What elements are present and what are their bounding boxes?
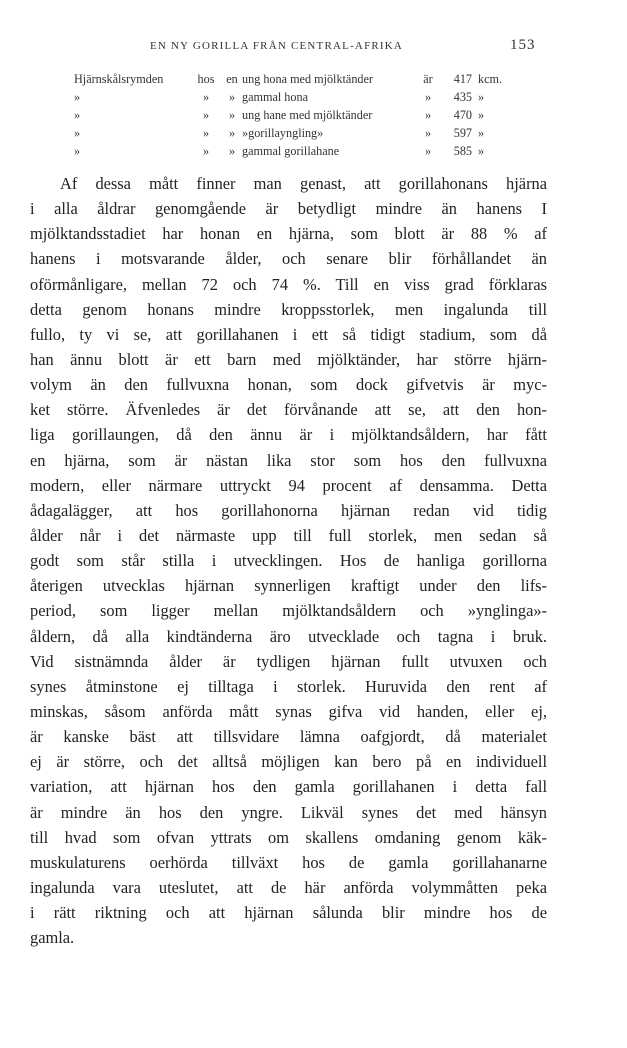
text-line: gamla.	[30, 928, 75, 948]
text-line: minskas, såsom anförda mått synas gifva vid handen, eller ej,	[30, 701, 547, 721]
measurement-row	[74, 88, 514, 106]
row-ar: »	[424, 144, 432, 158]
row-en: »	[228, 126, 236, 140]
row-description: ung hona med mjölktänder	[242, 72, 373, 86]
row-hos: »	[202, 90, 210, 104]
row-ar: »	[424, 108, 432, 122]
text-line: ej är större, och det alltså möjligen kan bero på en individuell	[30, 752, 547, 772]
body-paragraph	[30, 171, 547, 950]
text-line: liga gorillaungen, då den ännu är i mjölktandsåldern, har fått	[30, 425, 547, 445]
text-line: ket större. Äfvenledes är det förvånande att se, att den hon-	[30, 400, 547, 420]
text-line: fullo, ty vi se, att gorillahanen i ett så tidigt stadium, som då	[30, 324, 547, 344]
row-description: gammal gorillahane	[242, 144, 340, 158]
row-volume-value: 470	[453, 108, 472, 122]
text-line: till hvad som ofvan yttrats om skallens omdaning genom käk-	[30, 827, 547, 847]
text-line: detta genom honans mindre kroppsstorlek, men ingalunda till	[30, 299, 547, 319]
text-line: mjölktandsstadiet har honan en hjärna, som blott är 88 % af	[30, 224, 547, 244]
row-volume-value: 417	[453, 72, 472, 86]
text-line: är mindre än hos den yngre. Likväl synes det med hänsyn	[30, 802, 547, 822]
row-label: Hjärnskålsrymden	[74, 72, 164, 86]
text-line: Vid sistnämnda ålder är tydligen hjärnan fullt utvuxen och	[30, 651, 547, 671]
row-label: »	[74, 126, 81, 140]
row-volume-value: 597	[453, 126, 472, 140]
row-en: »	[228, 108, 236, 122]
running-head: EN NY GORILLA FRÅN CENTRAL-AFRIKA	[150, 40, 404, 52]
text-line: åldern, då alla kindtänderna äro utvecklade och tagna i bruk.	[30, 626, 547, 646]
row-en: en	[226, 72, 238, 86]
measurement-row	[74, 106, 514, 124]
measurement-row	[74, 124, 514, 142]
text-line: hanens i motsvarande ålder, och senare blir förhållandet än	[30, 249, 547, 269]
row-volume-value: 585	[453, 144, 472, 158]
row-hos: »	[202, 126, 210, 140]
row-unit: kcm.	[478, 72, 503, 86]
row-unit: »	[478, 90, 485, 104]
row-en: »	[228, 90, 236, 104]
text-line: återigen utvecklas hjärnan synnerligen kraftigt under den lifs-	[30, 576, 547, 596]
row-en: »	[228, 144, 236, 158]
measurement-row	[74, 70, 514, 88]
row-ar: »	[424, 90, 432, 104]
row-label: »	[74, 144, 81, 158]
row-label: »	[74, 90, 81, 104]
row-hos: hos	[197, 72, 215, 86]
text-line: ådagalägger, att hos gorillahonorna hjärnan redan vid tidig	[30, 500, 547, 520]
text-line: Af dessa mått finner man genast, att gorillahonans hjärna	[60, 174, 547, 193]
row-description: »gorillayngling»	[242, 126, 324, 140]
text-line: godt som står stilla i utvecklingen. Hos de hanliga gorillorna	[30, 551, 547, 571]
measurement-row	[74, 142, 514, 160]
text-line: i rätt riktning och att hjärnan sålunda blir mindre hos de	[30, 903, 547, 923]
text-line: är kanske bäst att tillsvidare lämna oafgjordt, då materialet	[30, 727, 547, 747]
row-unit: »	[478, 108, 485, 122]
text-line: modern, eller närmare uttryckt 94 procent af densamma. Detta	[30, 475, 547, 495]
row-description: gammal hona	[242, 90, 308, 104]
row-volume-value: 435	[453, 90, 472, 104]
text-line: period, som ligger mellan mjölktandsåldern och »ynglinga»-	[30, 601, 547, 621]
text-line: en hjärna, som är nästan lika stor som hos den fullvuxna	[30, 450, 547, 470]
skull-volume-table	[74, 70, 514, 160]
text-line: volym än den fullvuxna honan, som dock gifvetvis är myc-	[30, 375, 547, 395]
text-line: i alla åldrar genomgående är betydligt mindre än hanens I	[30, 199, 547, 219]
text-line: muskulaturens oerhörda tillväxt hos de gamla gorillahanarne	[30, 852, 547, 872]
row-hos: »	[202, 108, 210, 122]
text-line: han ännu blott är ett barn med mjölktänder, har större hjärn-	[30, 349, 547, 369]
row-description: ung hane med mjölktänder	[242, 108, 373, 122]
row-ar: »	[424, 126, 432, 140]
text-line: ålder når i det närmaste upp till full storlek, men sedan så	[30, 525, 547, 545]
text-line: synes åtminstone ej tilltaga i storlek. Huruvida den rent af	[30, 676, 547, 696]
row-unit: »	[478, 144, 485, 158]
page-number: 153	[510, 37, 536, 53]
row-label: »	[74, 108, 81, 122]
text-line: variation, att hjärnan hos den gamla gorillahanen i detta fall	[30, 777, 547, 797]
row-ar: är	[423, 72, 433, 86]
text-line: oförmånligare, mellan 72 och 74 %. Till en viss grad förklaras	[30, 274, 547, 294]
row-hos: »	[202, 144, 210, 158]
row-unit: »	[478, 126, 485, 140]
text-line: ingalunda vara uteslutet, att de här anförda volymmåtten peka	[30, 877, 547, 897]
